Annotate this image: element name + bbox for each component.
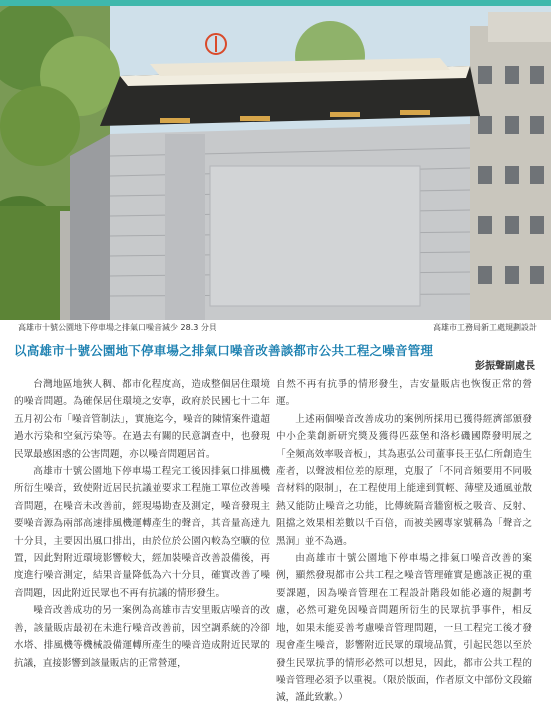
- paragraph: 自然不再有抗爭的情形發生，吉安量販店也恢復正常的營運。: [276, 379, 532, 408]
- photo-credit: 高雄市工務局新工處規劃設計: [433, 323, 537, 332]
- paragraph: 由高雄市十號公園地下停車場之排氣口噪音改善的案例，顯然發現都市公共工程之噪音管理確實是應該正視的重要課題，因為噪音管理在工程設計階段如能必適的規劃考慮，必然可避免因噪音問題所衍生的民眾抗爭事件，相反地，如果未能妥善考慮噪音管理問題，一旦工程完工後才發現會產生噪音，影響附近民眾的環境品質，引起民怨以至於發生民眾抗爭的情形必然可以想見，因此，都市公共工程的噪音管理必須予以重視。（限於版面，作者原文中部份文段縮減，謹此致歉。）: [276, 553, 532, 704]
- building-illustration: [0, 6, 551, 320]
- photo-caption-row: [0, 320, 551, 334]
- article-author: 彭振聲副處長: [475, 361, 535, 372]
- article-left-column: [14, 376, 270, 672]
- photo-caption: 高雄市十號公園地下停車場之排氣口噪音減少 28.3 分貝: [18, 323, 217, 332]
- paragraph: 上述兩個噪音改善成功的案例所採用已獲得經濟部頒發中小企業創新研究獎及獲得匹茲堡和洛杉磯國際發明展之「全頻高效率吸音板」，其為惠弘公司董事長王弘仁所創造生產者，以聲波相位差的原理，克服了「不同音頻要用不同吸音材料的限制」，在工程使用上能達到質輕、薄壁及通風並散熱又能防止噪音之功能，比傳統隔音牆窗板之吸音、反射、阻擋之效果相差數以千百倍，而被美國專家號稱為「聲音之黑洞」並不為過。: [276, 413, 532, 547]
- article-title: 以高雄市十號公園地下停車場之排氣口噪音改善談都市公共工程之噪音管理: [14, 343, 434, 358]
- paragraph: 噪音改善成功的另一案例為高雄市吉安里販店噪音的改善，該量販店最初在未進行噪音改善前，因空調系統的冷卻水塔、排風機等機械設備運轉所產生的噪音造成附近民眾的抗議，直接影響到該量販店的正常營運，: [14, 605, 270, 669]
- paragraph: 台灣地區地狹人稠、都市化程度高，造成整個居住環境的噪音問題。為確保居住環境之安寧，政府於民國七十二年五月初公布「噪音管制法」，實施迄今，噪音的陳情案件遺超過水污染和空氣污染等。在過去有關的民意調查中，也發現民眾最感困惑的公害問題，亦以噪音問題居首。: [14, 379, 270, 460]
- article-right-column: [276, 376, 532, 707]
- building-photo: [0, 6, 551, 320]
- paragraph: 高雄市十號公園地下停車場工程完工後因排氣口排風機所衍生噪音，致使附近居民抗議並要求工程施工單位改善噪音問題，在噪音未改善前，經現場勘查及測定，噪音發現主要噪音源為兩部高速排風機運轉產生的聲音，其音量高達九十分貝，主要因出風口排出，由於位於公園內較為空曠的位置，因此對附近環境影響較大，經加裝噪音改善設備後，再度進行噪音測定，結果音量降低為六十分貝，確實改善了噪音問題，因此附近民眾也不再有抗議的情形發生。: [14, 466, 270, 599]
